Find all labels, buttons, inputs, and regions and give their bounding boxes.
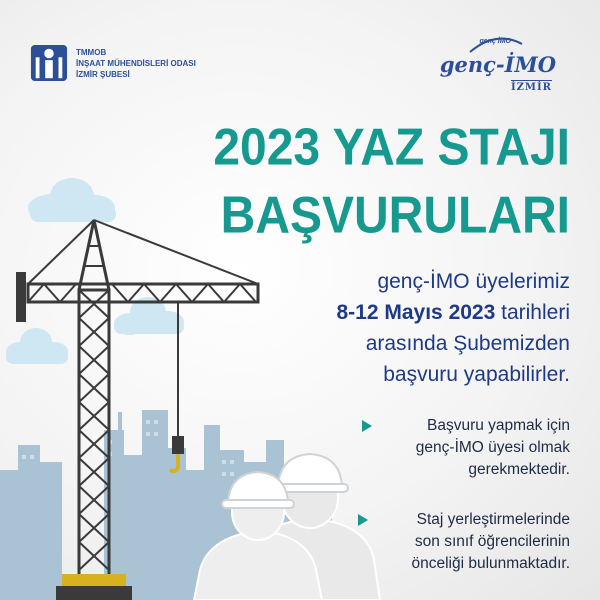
triangle-bullet-icon: [358, 514, 368, 526]
intro-line-3: arasında Şubemizden: [365, 332, 570, 355]
bullet-line: önceliği bulunmaktadır.: [411, 555, 570, 572]
intro-line-2: [337, 297, 571, 328]
intro-line-1: genç-İMO üyelerimiz: [377, 270, 570, 293]
bullet-line: gerekmektedir.: [468, 461, 570, 478]
org-logo-line-1: TMMOB: [76, 47, 107, 57]
triangle-bullet-icon: [362, 420, 372, 432]
org-logo-line-3: İZMİR ŞUBESİ: [76, 69, 130, 79]
headline-line-1: 2023 YAZ STAJI: [213, 119, 570, 177]
cloud-icon: [28, 178, 116, 222]
crane-base: [56, 574, 132, 600]
brand-logo-small-text: genç İMO: [479, 38, 511, 45]
bullet-line: son sınıf öğrencilerinin: [414, 533, 570, 550]
bullet-item: [350, 509, 570, 575]
brand-logo-city: İZMİR: [510, 82, 552, 93]
bullet-item: [350, 415, 570, 481]
bullet-line: genç-İMO üyesi olmak: [415, 439, 570, 456]
intro-text: [337, 266, 571, 390]
org-logo-line-2: İNŞAAT MÜHENDİSLERİ ODASI: [76, 58, 196, 68]
intro-line-4: başvuru yapabilirler.: [383, 363, 570, 386]
cloud-icon: [6, 328, 68, 364]
brand-logo: [439, 34, 562, 104]
org-logo: [30, 44, 196, 82]
intro-line-2-rest: tarihleri: [495, 301, 570, 324]
brand-logo-name: genç-İMO: [439, 52, 556, 77]
crane-counterweight: [16, 272, 26, 322]
imo-emblem-icon: [30, 44, 68, 82]
intro-date-range: 8-12 Mayıs 2023: [336, 301, 496, 324]
bullet-list: [350, 415, 570, 575]
bullet-line: Başvuru yapmak için: [426, 417, 570, 434]
headline-line-2: BAŞVURULARI: [220, 187, 570, 245]
bullet-line: Staj yerleştirmelerinde: [416, 511, 570, 528]
